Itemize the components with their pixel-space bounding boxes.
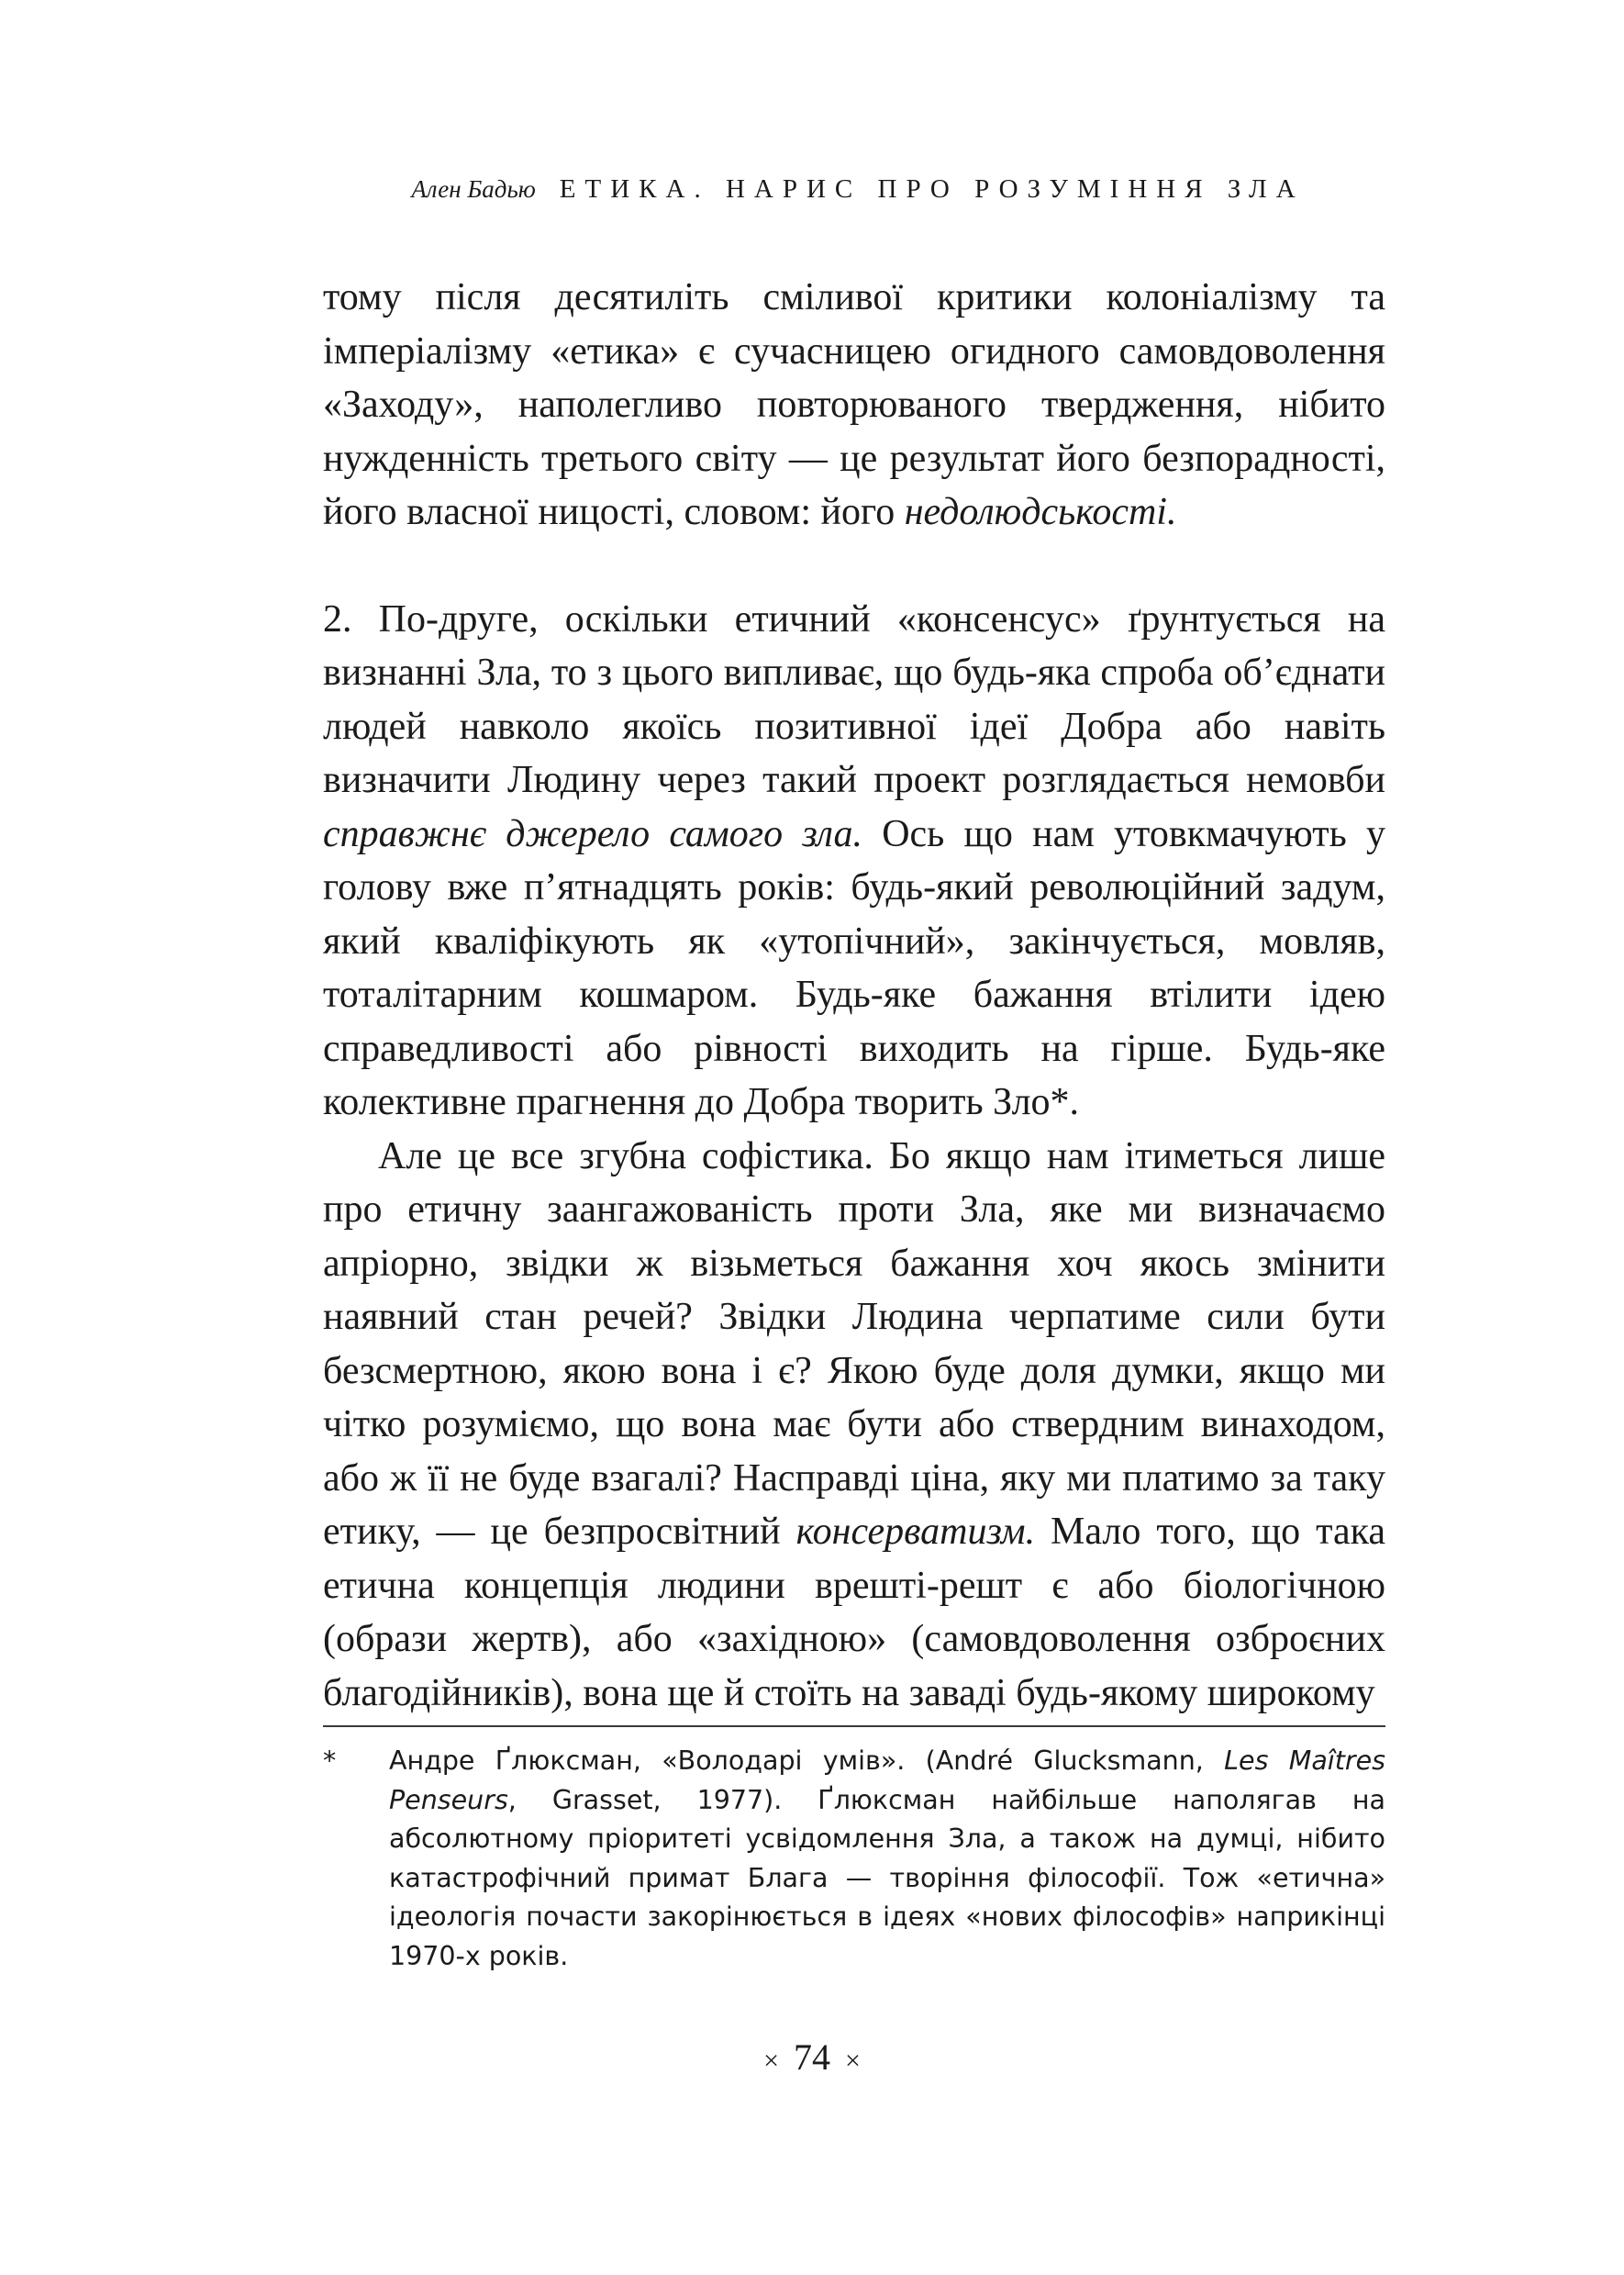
footnote-text (389, 1742, 1385, 1976)
footnote-divider (323, 1725, 1385, 1727)
footnote (323, 1742, 1385, 1976)
footnote-emphasis: Les Maîtres Penseurs (389, 1745, 1385, 1815)
paragraph-text: Ось що нам утовкмачують у голову вже п’ятнадцять років: будь-який революційний задум, який кваліфікують як «утопічний», закінчується, мовляв, тоталітарним кошмаром. Будь-яке бажання втілити ідею справедливості або рівності виходить на гірше. Будь-яке колективне прагнення до Добра творить Зло*. (323, 812, 1385, 1123)
paragraph-text: тому після десятиліть сміливої критики колоніалізму та імперіалізму «етика» є сучасницею огидного самовдоволення «Заходу», наполегливо повторюваного твердження, нібито нужденність третього світу — це результат його безпорадності, його власної ницості, словом: його (323, 276, 1385, 533)
paragraph (323, 1130, 1385, 1721)
footnote-text-part: Андре Ґлюксман, «Володарі умів». (André Glucksmann, (389, 1745, 1225, 1776)
footnote-text-part: , Grasset, 1977). Ґлюксман найбільше наполягав на абсолютному пріоритеті усвідомлення Зла, а також на думці, нібито катастрофічний примат Блага — творіння філософії. Тож «етична» ідеологія почасти закорінюється в ідеях «нових філософів» наприкінці 1970-х років. (389, 1784, 1385, 1971)
paragraph (323, 271, 1385, 540)
running-header (321, 174, 1395, 211)
main-text (323, 271, 1385, 1720)
paragraph-text: Але це все згубна софістика. Бо якщо нам ітиметься лише про етичну заангажованість проти Зла, яке ми визначаємо апріорно, звідки ж візьметься бажання хоч якось змінити наявний стан речей? Звідки Людина черпатиме сили бути безсмертною, якою вона і є? Якою буде доля думки, якщо ми чітко розуміємо, що вона має бути або ствердним винаходом, або ж її не буде взагалі? Насправді ціна, яку ми платимо за таку етику, — це безпросвітний (323, 1134, 1385, 1553)
page-number (0, 2035, 1624, 2079)
paragraph (323, 593, 1385, 1130)
page-number-value: 74 (794, 2036, 830, 2078)
footnote-mark: * (323, 1745, 337, 1776)
page-ornament-right: × (845, 2046, 861, 2076)
page-ornament-left: × (763, 2046, 779, 2076)
header-title: ЕТИКА. НАРИС ПРО РОЗУМІННЯ ЗЛА (559, 174, 1305, 204)
paragraph-text: Мало того, що така етична концепція людини врешті-решт є або біологічною (образи жертв), або «західною» (самовдоволення озброєних благодійників), вона ще й стоїть на заваді будь-якому широкому (323, 1511, 1385, 1714)
header-author: Ален Бадью (411, 175, 536, 203)
paragraph-emphasis: недолюдськості. (904, 491, 1177, 533)
paragraph-text: 2. По-друге, оскільки етичний «консенсус» ґрунтується на визнанні Зла, то з цього випливає, що будь-яка спроба об’єднати людей навколо якоїсь позитивної ідеї Добра або навіть визначити Людину через такий проект розглядається немовби (323, 597, 1385, 801)
paragraph-emphasis: консерватизм. (795, 1511, 1036, 1553)
paragraph-emphasis: справжнє джерело самого зла. (323, 812, 862, 855)
